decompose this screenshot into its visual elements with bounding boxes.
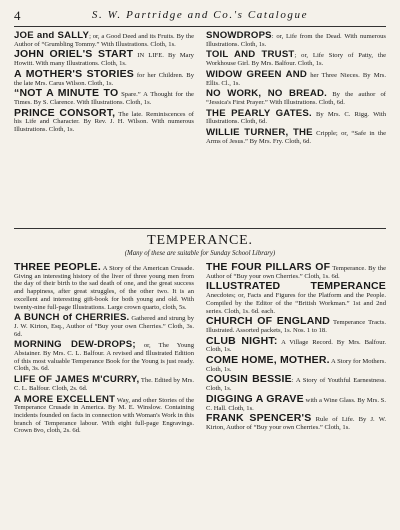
entry-title: A MORE EXCELLENT xyxy=(14,393,116,405)
entry-title: WILLIE TURNER, THE xyxy=(206,127,313,139)
catalogue-entry xyxy=(206,280,386,315)
entry-body: A Village Record. By Mrs. Balfour. Cloth, 1s. xyxy=(206,338,386,354)
catalogue-entry xyxy=(14,376,194,392)
catalogue-entry xyxy=(206,354,386,373)
catalogue-entry xyxy=(14,314,194,338)
entry-title: THREE PEOPLE. xyxy=(14,261,102,273)
entry-body: Spare.” A Thought for the Times. By S. Clarence. With Illustrations. Cloth, 1s. xyxy=(14,91,194,106)
entry-body: IN LIFE. By Mary Howitt. With many Illustrations. Cloth, 1s. xyxy=(14,52,194,68)
entry-title: THE FOUR PILLARS OF xyxy=(206,261,331,273)
entry-body: Rule of Life. By J. W. Kirton, Author of “Buy your own Cherries.” Cloth, 1s. xyxy=(206,416,386,431)
catalogue-entry xyxy=(206,392,386,412)
entry-title: NO WORK, NO BREAD. xyxy=(206,88,327,100)
catalogue-entry xyxy=(14,261,194,311)
entry-body: Gathered and strung by J. W. Kirton, Esq., Author of “Buy your own Cherries.” Cloth, 3s. 6d. xyxy=(14,315,194,338)
entry-body: or, The Young Abstainer. By Mrs. C. L. Balfour. A revised and Illustrated Edition of this most valuable Temperance Book for the Young is just ready. Cloth, 3s. 6d. xyxy=(14,342,194,373)
header-rule xyxy=(14,26,386,27)
entry-body: Way, and other Stories of the Temperance Crusade in America. By M. E. Winslow. Containing incidents founded on facts in connection with Woman's Work in this branch of Temperance labour. With eight full-page Engravings. Crown 8vo, cloth, 2s. 6d. xyxy=(14,396,195,435)
entry-title: TOIL AND TRUST xyxy=(206,49,295,61)
catalogue-entry xyxy=(14,87,194,106)
catalogue-entry xyxy=(206,90,386,106)
catalogue-entry xyxy=(14,48,194,68)
entry-body: By the author of “Jessica's First Prayer.” With Illustrations. Cloth, 6d. xyxy=(206,91,386,106)
top-left-column xyxy=(14,32,194,137)
entry-title: JOE and SALLY xyxy=(14,30,90,41)
page-number: 4 xyxy=(14,8,21,23)
section-rule xyxy=(14,228,386,229)
catalogue-entry xyxy=(206,51,386,67)
bottom-right-column xyxy=(206,261,387,435)
entry-body: ; or, a Good Deed and its Fruits. By the Author of “Grumbling Tommy.” With Illustrations. Cloth, 1s. xyxy=(14,33,195,48)
entry-title: JOHN ORIEL'S START xyxy=(14,48,134,61)
entry-title: SNOWDROPS xyxy=(206,30,272,41)
entry-body: with a Wine Glass. By Mrs. S. C. Hall. Cloth, 1s. xyxy=(206,396,386,412)
catalogue-entry xyxy=(14,341,194,373)
entry-body: A Story of the American Crusade. Giving an interesting history of the liver of three young men from the day of their birth to the sad death of one, and the great success and happiness, after great struggles, of the other two. It is an excellent and interesting gift-book for both young and old. With twenty-nine full-page Illustrations. Large crown quarto, cloth, 5s. xyxy=(14,265,194,311)
running-title: S. W. Partridge and Co.'s Catalogue xyxy=(91,9,309,21)
entry-body: her Three Nieces. By Mrs. Ellis. Cl., 1s. xyxy=(206,71,386,87)
catalogue-entry xyxy=(206,68,386,87)
entry-body: Anecdotes; or, Facts and Figures for the Platform and the People. Compiled by the Editor of the “British Workman.” 1st and 2nd series. Cloth, 1s. 6d. each. xyxy=(206,292,386,315)
entry-title: PRINCE CONSORT, xyxy=(14,106,116,119)
catalogue-entry xyxy=(206,412,386,431)
entry-body: The late. Reminiscences of his Life and Character. By Rev. J. H. Wilson. With numerous Illustrations. Cloth, 1s. xyxy=(14,110,195,134)
entry-title: CHURCH OF ENGLAND xyxy=(206,315,331,328)
entry-title: THE PEARLY GATES. xyxy=(206,107,312,119)
entry-body: By Mrs. C. Rigg. With Illustrations. Cloth, 6d. xyxy=(206,110,387,126)
catalogue-entry xyxy=(206,373,386,393)
entry-body: A Story for Mothers. Cloth, 1s. xyxy=(206,358,386,373)
entry-title: COUSIN BESSIE xyxy=(206,373,292,386)
entry-title: ILLUSTRATED TEMPERANCE xyxy=(206,280,386,293)
catalogue-entry xyxy=(206,315,386,334)
entry-title: LIFE OF JAMES M'CURRY, xyxy=(14,374,140,386)
catalogue-entry xyxy=(206,107,387,126)
entry-title: A MOTHER'S STORIES xyxy=(14,67,134,80)
catalogue-entry xyxy=(206,129,386,145)
catalogue-entry xyxy=(14,106,195,134)
temperance-section-header xyxy=(0,233,400,257)
entry-title: MORNING DEW-DROPS; xyxy=(14,339,136,351)
entry-body: Temperance Tracts. Illustrated. Assorted packets, 1s. Nos. 1 to 18. xyxy=(206,319,386,334)
entry-body: : or, Life from the Dead. With numerous Illustrations. Cloth, 1s. xyxy=(206,33,386,48)
entry-title: WIDOW GREEN AND xyxy=(206,68,308,80)
catalogue-entry xyxy=(206,32,386,48)
entry-body: The. Edited by Mrs. C. L. Balfour. Cloth, 2s. 6d. xyxy=(14,377,194,392)
catalogue-entry xyxy=(14,67,194,87)
entry-body: : A Story of Youthful Earnestness. Cloth, 1s. xyxy=(206,377,386,393)
entry-body: Temperance. By the Author of “Buy your own Cherries.” Cloth, 1s. 6d. xyxy=(206,265,387,280)
catalogue-entry xyxy=(206,261,387,280)
entry-body: for her Children. By the late Mrs. Carus Wilson. Cloth, 1s. xyxy=(14,71,194,87)
entry-title: “NOT A MINUTE TO xyxy=(14,87,119,100)
entry-title: DIGGING A GRAVE xyxy=(206,392,304,405)
catalogue-entry xyxy=(14,393,195,436)
entry-body: ; or, Life Story of Patty, the Workhouse Girl. By Mrs. Balfour. Cloth, 1s. xyxy=(206,52,386,68)
section-heading: TEMPERANCE. xyxy=(147,233,253,248)
page-header xyxy=(14,8,386,24)
entry-title: COME HOME, MOTHER. xyxy=(206,354,330,367)
entry-body: Cripple; or, “Safe in the Arms of Jesus.” By Mrs. Fry. Cloth, 6d. xyxy=(206,130,387,145)
entry-title: CLUB NIGHT: xyxy=(206,334,278,347)
section-subheading: (Many of these are suitable for Sunday School Library) xyxy=(124,250,276,257)
bottom-left-column xyxy=(14,261,195,438)
catalogue-entry xyxy=(206,334,386,354)
entry-title: FRANK SPENCER'S xyxy=(206,412,312,425)
catalogue-entry xyxy=(14,32,194,48)
entry-title: A BUNCH of CHERRIES. xyxy=(14,312,130,324)
top-right-column xyxy=(206,32,386,148)
